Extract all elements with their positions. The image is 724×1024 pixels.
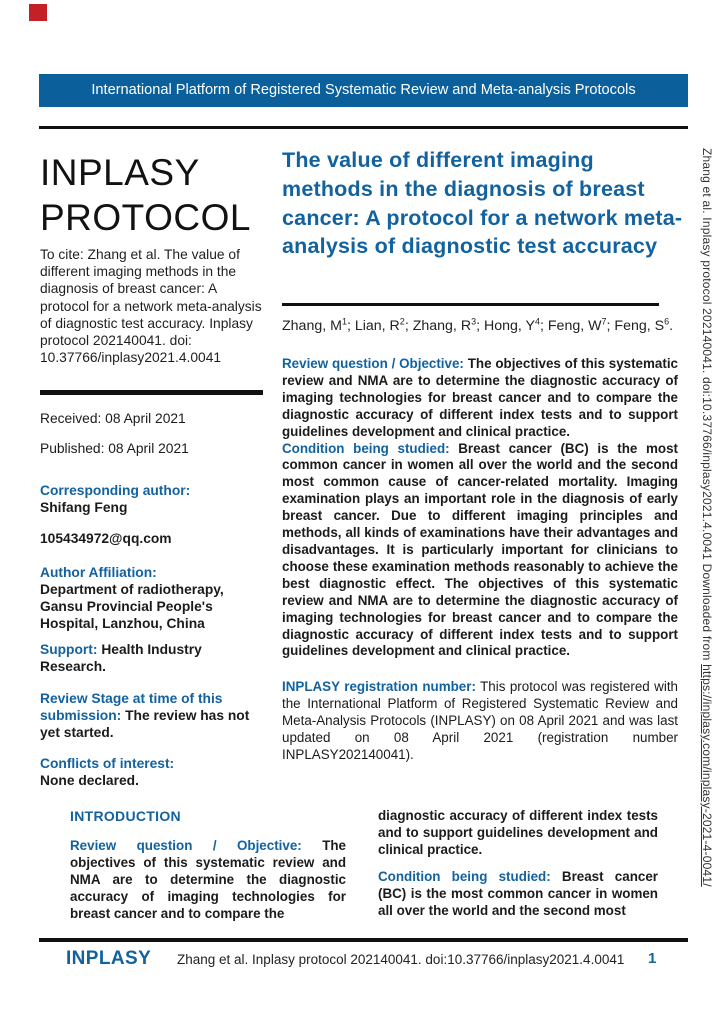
left-column-rule xyxy=(40,390,263,395)
masthead-title: INPLASY PROTOCOL xyxy=(40,152,251,238)
review-stage-block xyxy=(40,690,266,741)
conflicts-text: None declared. xyxy=(40,773,139,788)
sidebar-citation-url[interactable]: https://inplasy.com/inplasy-2021-4-0041/ xyxy=(700,664,714,887)
abstract-block xyxy=(282,356,678,660)
condition-label: Condition being studied: xyxy=(282,440,450,456)
published-date: Published: 08 April 2021 xyxy=(40,441,189,456)
intro-col2-continuation: diagnostic accuracy of different index tests and to support guidelines development and clinical practice. xyxy=(378,808,658,857)
to-cite-block: To cite: Zhang et al. The value of different imaging methods in the diagnosis of breast cancer: A protocol for a network meta-analysis of diagnostic test accuracy. Inplasy protocol 202140041. doi: 10.37766/inplasy2021.4.0041 xyxy=(40,247,262,366)
support-label: Support: xyxy=(40,642,98,657)
registration-label: INPLASY registration number: xyxy=(282,679,476,694)
registration-paragraph xyxy=(282,678,678,763)
corresponding-author-email: 105434972@qq.com xyxy=(40,531,172,546)
intro-condition-paragraph xyxy=(378,869,658,920)
intro-review-question-text: The objectives of this systematic review and NMA are to determine the diagnostic accuracy of imaging technologies for breast cancer and to compare the xyxy=(70,838,346,921)
review-question-label: Review question / Objective: xyxy=(282,356,464,371)
authors-line: Zhang, $M^1$; Lian, $R^2$; Zhang, $R^3$; Hong, $Y^4$; Feng, $W^7$; Feng, $S^6$. xyxy=(282,316,674,334)
review-stage-text: The review has not yet started. xyxy=(40,708,250,740)
condition-text: Breast cancer (BC) is the most common cancer in women all over the world and the second most common cause of cancer-related mortality. Imaging examination plays an important role in the diagnosis of early breast cancer. Due to different imaging principles and methods, all kinds of examinations have their advantages and disadvantages. It is particularly important for clinicians to choose these examination methods reasonably to achieve the best diagnostic effect. The objectives of this systematic review and NMA are to determine the diagnostic accuracy of imaging technologies for breast cancer and to compare the diagnostic accuracy of different index tests and to support guidelines development and clinical practice. xyxy=(282,440,678,659)
conflicts-label: Conflicts of interest: xyxy=(40,756,175,771)
platform-banner xyxy=(39,74,688,107)
introduction-col2 xyxy=(378,808,658,919)
received-date: Received: 08 April 2021 xyxy=(40,411,186,426)
title-rule xyxy=(282,303,659,306)
platform-banner-text: International Platform of Registered Systematic Review and Meta-analysis Protocols xyxy=(91,82,636,98)
affiliation-text: Department of radiotherapy, Gansu Provincial People's Hospital, Lanzhou, China xyxy=(40,582,224,631)
intro-condition-text: Breast cancer (BC) is the most common cancer in women all over the world and the second most xyxy=(378,868,658,918)
registration-text: This protocol was registered with the International Platform of Registered Systematic Review and Meta-Analysis Protocols (INPLASY) on 08 April 2021 and was last updated on 08 April 2021 (registration number INPLASY202140041). xyxy=(282,679,678,762)
review-question-paragraph xyxy=(282,356,678,441)
support-block xyxy=(40,641,266,675)
introduction-col1 xyxy=(70,838,346,923)
sidebar-citation-text: Zhang et al. Inplasy protocol 202140041. doi:10.37766/inplasy2021.4.0041 Downloaded from xyxy=(700,148,714,665)
intro-condition-label: Condition being studied: xyxy=(378,868,551,884)
article-title: The value of different imaging methods in the diagnosis of breast cancer: A protocol for a network meta-analysis of diagnostic test accuracy xyxy=(282,148,683,259)
top-rule xyxy=(39,126,688,129)
corresponding-author-name: Shifang Feng xyxy=(40,500,128,515)
introduction-heading: INTRODUCTION xyxy=(70,808,181,824)
corresponding-author-label: Corresponding author: xyxy=(40,483,191,498)
footer-rule xyxy=(39,938,688,942)
condition-paragraph xyxy=(282,441,678,661)
footer-page-number: 1 xyxy=(648,950,657,967)
footer-brand: INPLASY xyxy=(66,948,152,969)
review-stage-label: Review Stage at time of this submission: xyxy=(40,691,223,723)
affiliation-label: Author Affiliation: xyxy=(40,565,157,580)
red-corner-mark xyxy=(29,4,47,21)
sidebar-citation xyxy=(700,148,714,887)
intro-review-question-label: Review question / Objective: xyxy=(70,838,302,853)
support-text: Health Industry Research. xyxy=(40,642,202,674)
footer-citation: Zhang et al. Inplasy protocol 202140041. doi:10.37766/inplasy2021.4.0041 xyxy=(177,952,625,967)
review-question-text: The objectives of this systematic review and NMA are to determine the diagnostic accuracy of imaging technologies for breast cancer and to compare the diagnostic accuracy of different index tests and to support guidelines development and clinical practice. xyxy=(282,356,678,439)
